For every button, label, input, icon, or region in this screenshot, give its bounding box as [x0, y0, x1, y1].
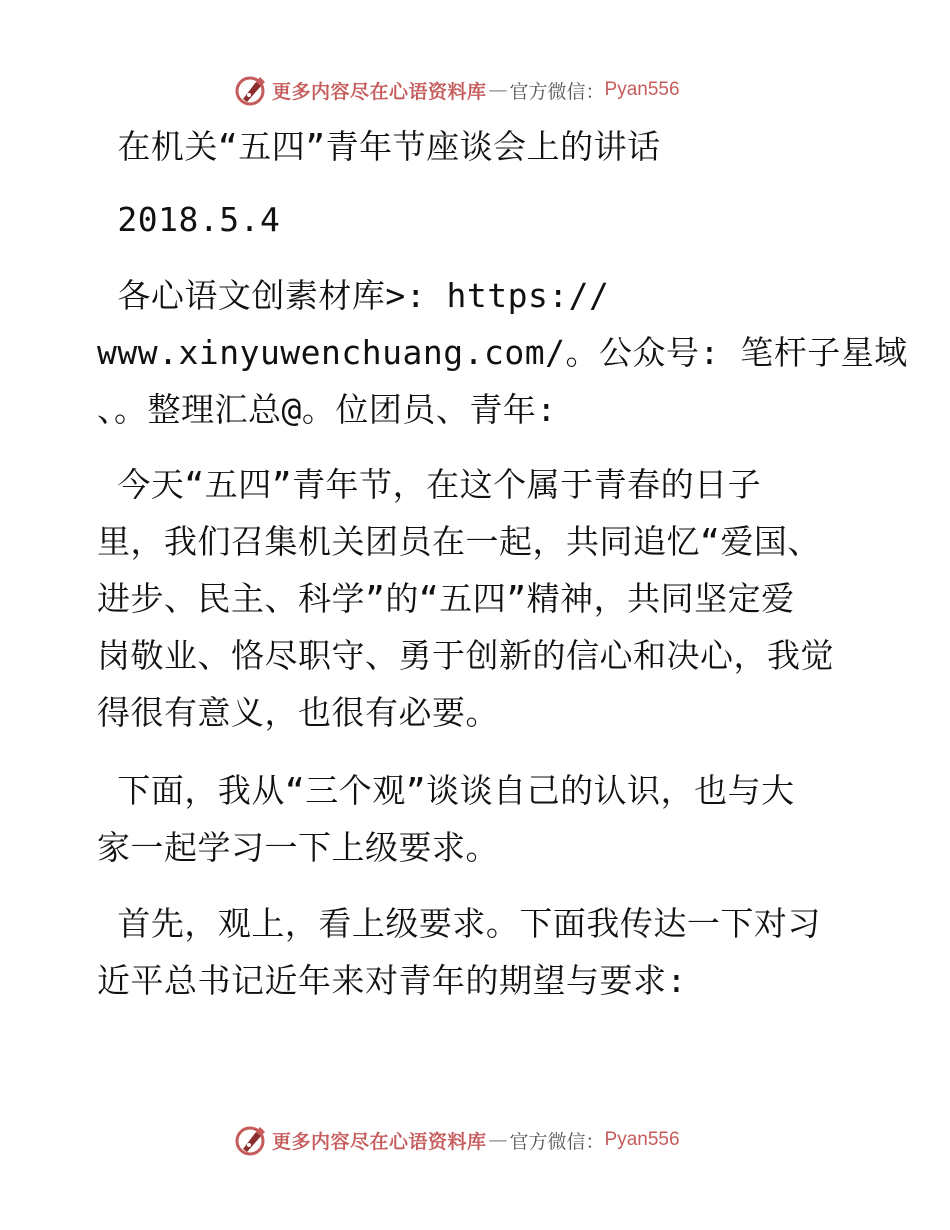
pen-nib-logo-icon	[234, 1123, 268, 1157]
banner-slogan: 更多内容尽在心语资料库	[272, 1130, 487, 1153]
body-line: 首先，观上，看上级要求。下面我传达一下对习	[97, 904, 821, 943]
body-line: 里，我们召集机关团员在一起，共同追忆“爱国、	[97, 522, 821, 561]
banner-official-label: 官方微信：	[509, 80, 605, 103]
body-line: 得很有意义，也很有必要。	[97, 693, 499, 732]
banner-wechat-id: Pyan556	[604, 1129, 680, 1150]
body-line: 下面，我从“三个观”谈谈自己的认识，也与大	[97, 771, 795, 810]
banner-dash: —	[488, 79, 508, 101]
banner-wechat-id: Pyan556	[604, 79, 680, 100]
body-line: 今天“五四”青年节，在这个属于青春的日子	[97, 465, 762, 504]
body-line: 近平总书记近年来对青年的期望与要求:	[97, 961, 687, 1000]
banner-slogan: 更多内容尽在心语资料库	[272, 80, 487, 103]
body-line: 、。整理汇总@。位团员、青年:	[97, 390, 557, 429]
pen-nib-logo-icon	[234, 73, 268, 107]
body-line: 岗敬业、恪尽职守、勇于创新的信心和决心，我觉	[97, 636, 834, 675]
body-line: 进步、民主、科学”的“五四”精神，共同坚定爱	[97, 579, 795, 618]
body-line: www.xinyuwenchuang.com/。公众号: 笔杆子星域	[97, 333, 908, 372]
header-watermark-banner	[234, 70, 680, 110]
document-title: 在机关“五四”青年节座谈会上的讲话	[97, 127, 661, 166]
body-line: 家一起学习一下上级要求。	[97, 828, 499, 867]
banner-official-label: 官方微信：	[509, 1130, 605, 1153]
document-date: 2018.5.4	[97, 200, 281, 239]
banner-dash: —	[488, 1129, 508, 1151]
footer-watermark-banner	[234, 1120, 680, 1160]
body-line: 各心语文创素材库>: https://	[97, 276, 610, 315]
